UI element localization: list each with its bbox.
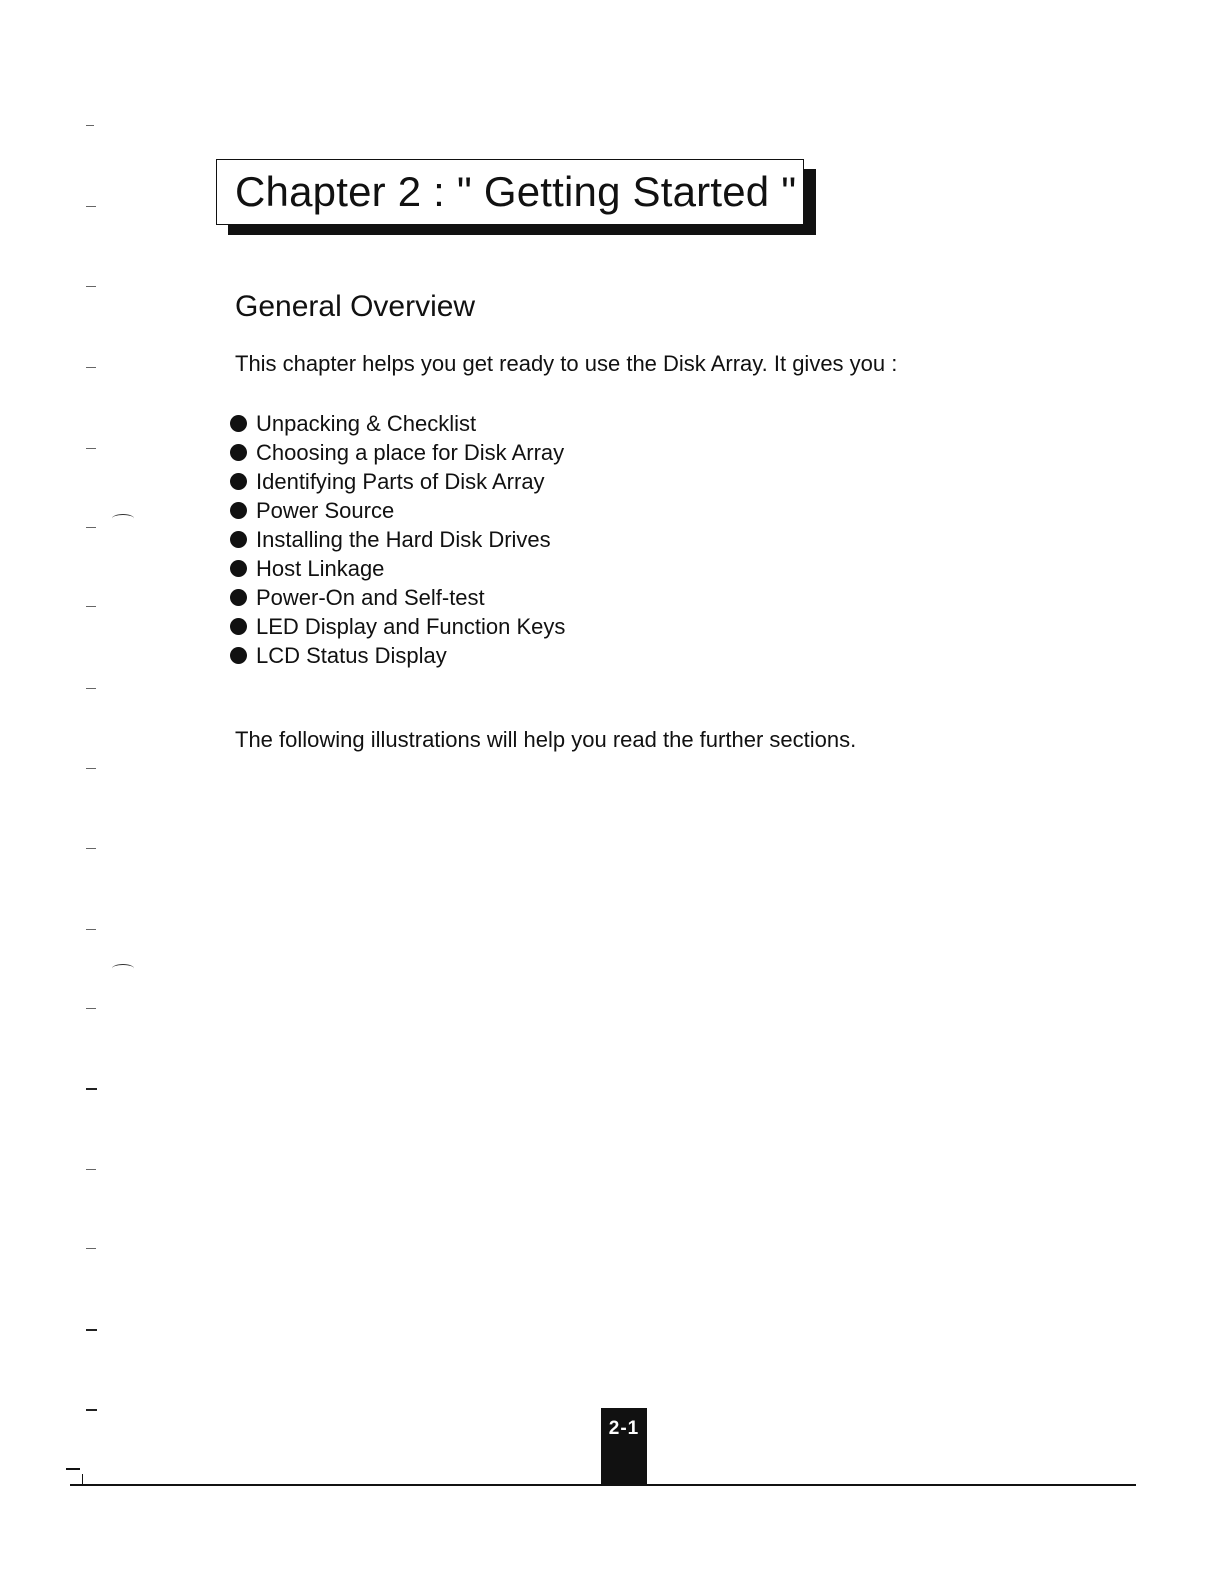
margin-tick xyxy=(86,125,94,126)
list-item-label: Host Linkage xyxy=(256,555,385,581)
margin-tick xyxy=(86,929,96,930)
chapter-title-box xyxy=(216,159,804,225)
chapter-title: Chapter 2 : " Getting Started " xyxy=(235,168,797,215)
bullet-icon xyxy=(230,415,247,432)
list-item xyxy=(230,496,565,525)
page-number: 2-1 xyxy=(608,1418,640,1439)
closing-paragraph: The following illustrations will help you read the further sections. xyxy=(235,727,857,752)
margin-tick xyxy=(86,206,96,207)
list-item-label: Identifying Parts of Disk Array xyxy=(256,468,545,494)
margin-tick xyxy=(86,367,96,368)
margin-tick xyxy=(86,1008,96,1009)
bullet-icon xyxy=(230,531,247,548)
list-item-label: LCD Status Display xyxy=(256,642,447,668)
margin-tick xyxy=(86,1169,96,1170)
margin-tick xyxy=(86,527,96,528)
list-item-label: Installing the Hard Disk Drives xyxy=(256,526,551,552)
list-item xyxy=(230,525,565,554)
list-item-label: Choosing a place for Disk Array xyxy=(256,439,565,465)
list-item xyxy=(230,467,565,496)
bullet-icon xyxy=(230,444,247,461)
list-item xyxy=(230,641,565,670)
bullet-icon xyxy=(230,473,247,490)
margin-tick xyxy=(86,848,96,849)
corner-mark xyxy=(66,1468,80,1470)
list-item-label: Power Source xyxy=(256,497,395,523)
list-item xyxy=(230,612,565,641)
bullet-icon xyxy=(230,589,247,606)
list-item-label: Power-On and Self-test xyxy=(256,584,485,610)
list-item-label: Unpacking & Checklist xyxy=(256,410,477,436)
bullet-icon xyxy=(230,560,247,577)
margin-tick xyxy=(86,1329,97,1331)
margin-tick xyxy=(86,768,96,769)
list-item xyxy=(230,409,565,438)
margin-tick xyxy=(86,1248,96,1249)
margin-tick xyxy=(86,286,96,287)
margin-tick xyxy=(86,448,96,449)
margin-curl xyxy=(112,514,134,523)
margin-tick xyxy=(86,606,96,607)
page-number-tab xyxy=(601,1408,647,1486)
topic-list xyxy=(230,409,565,670)
corner-mark xyxy=(82,1474,83,1484)
list-item-label: LED Display and Function Keys xyxy=(256,613,566,639)
margin-tick xyxy=(86,1088,97,1090)
list-item xyxy=(230,438,565,467)
margin-tick xyxy=(86,688,96,689)
intro-paragraph: This chapter helps you get ready to use the Disk Array. It gives you : xyxy=(235,351,898,376)
list-item xyxy=(230,554,565,583)
bullet-icon xyxy=(230,618,247,635)
bullet-icon xyxy=(230,647,247,664)
margin-curl xyxy=(112,964,134,973)
list-item xyxy=(230,583,565,612)
margin-tick xyxy=(86,1409,97,1411)
section-heading: General Overview xyxy=(235,290,476,323)
bullet-icon xyxy=(230,502,247,519)
